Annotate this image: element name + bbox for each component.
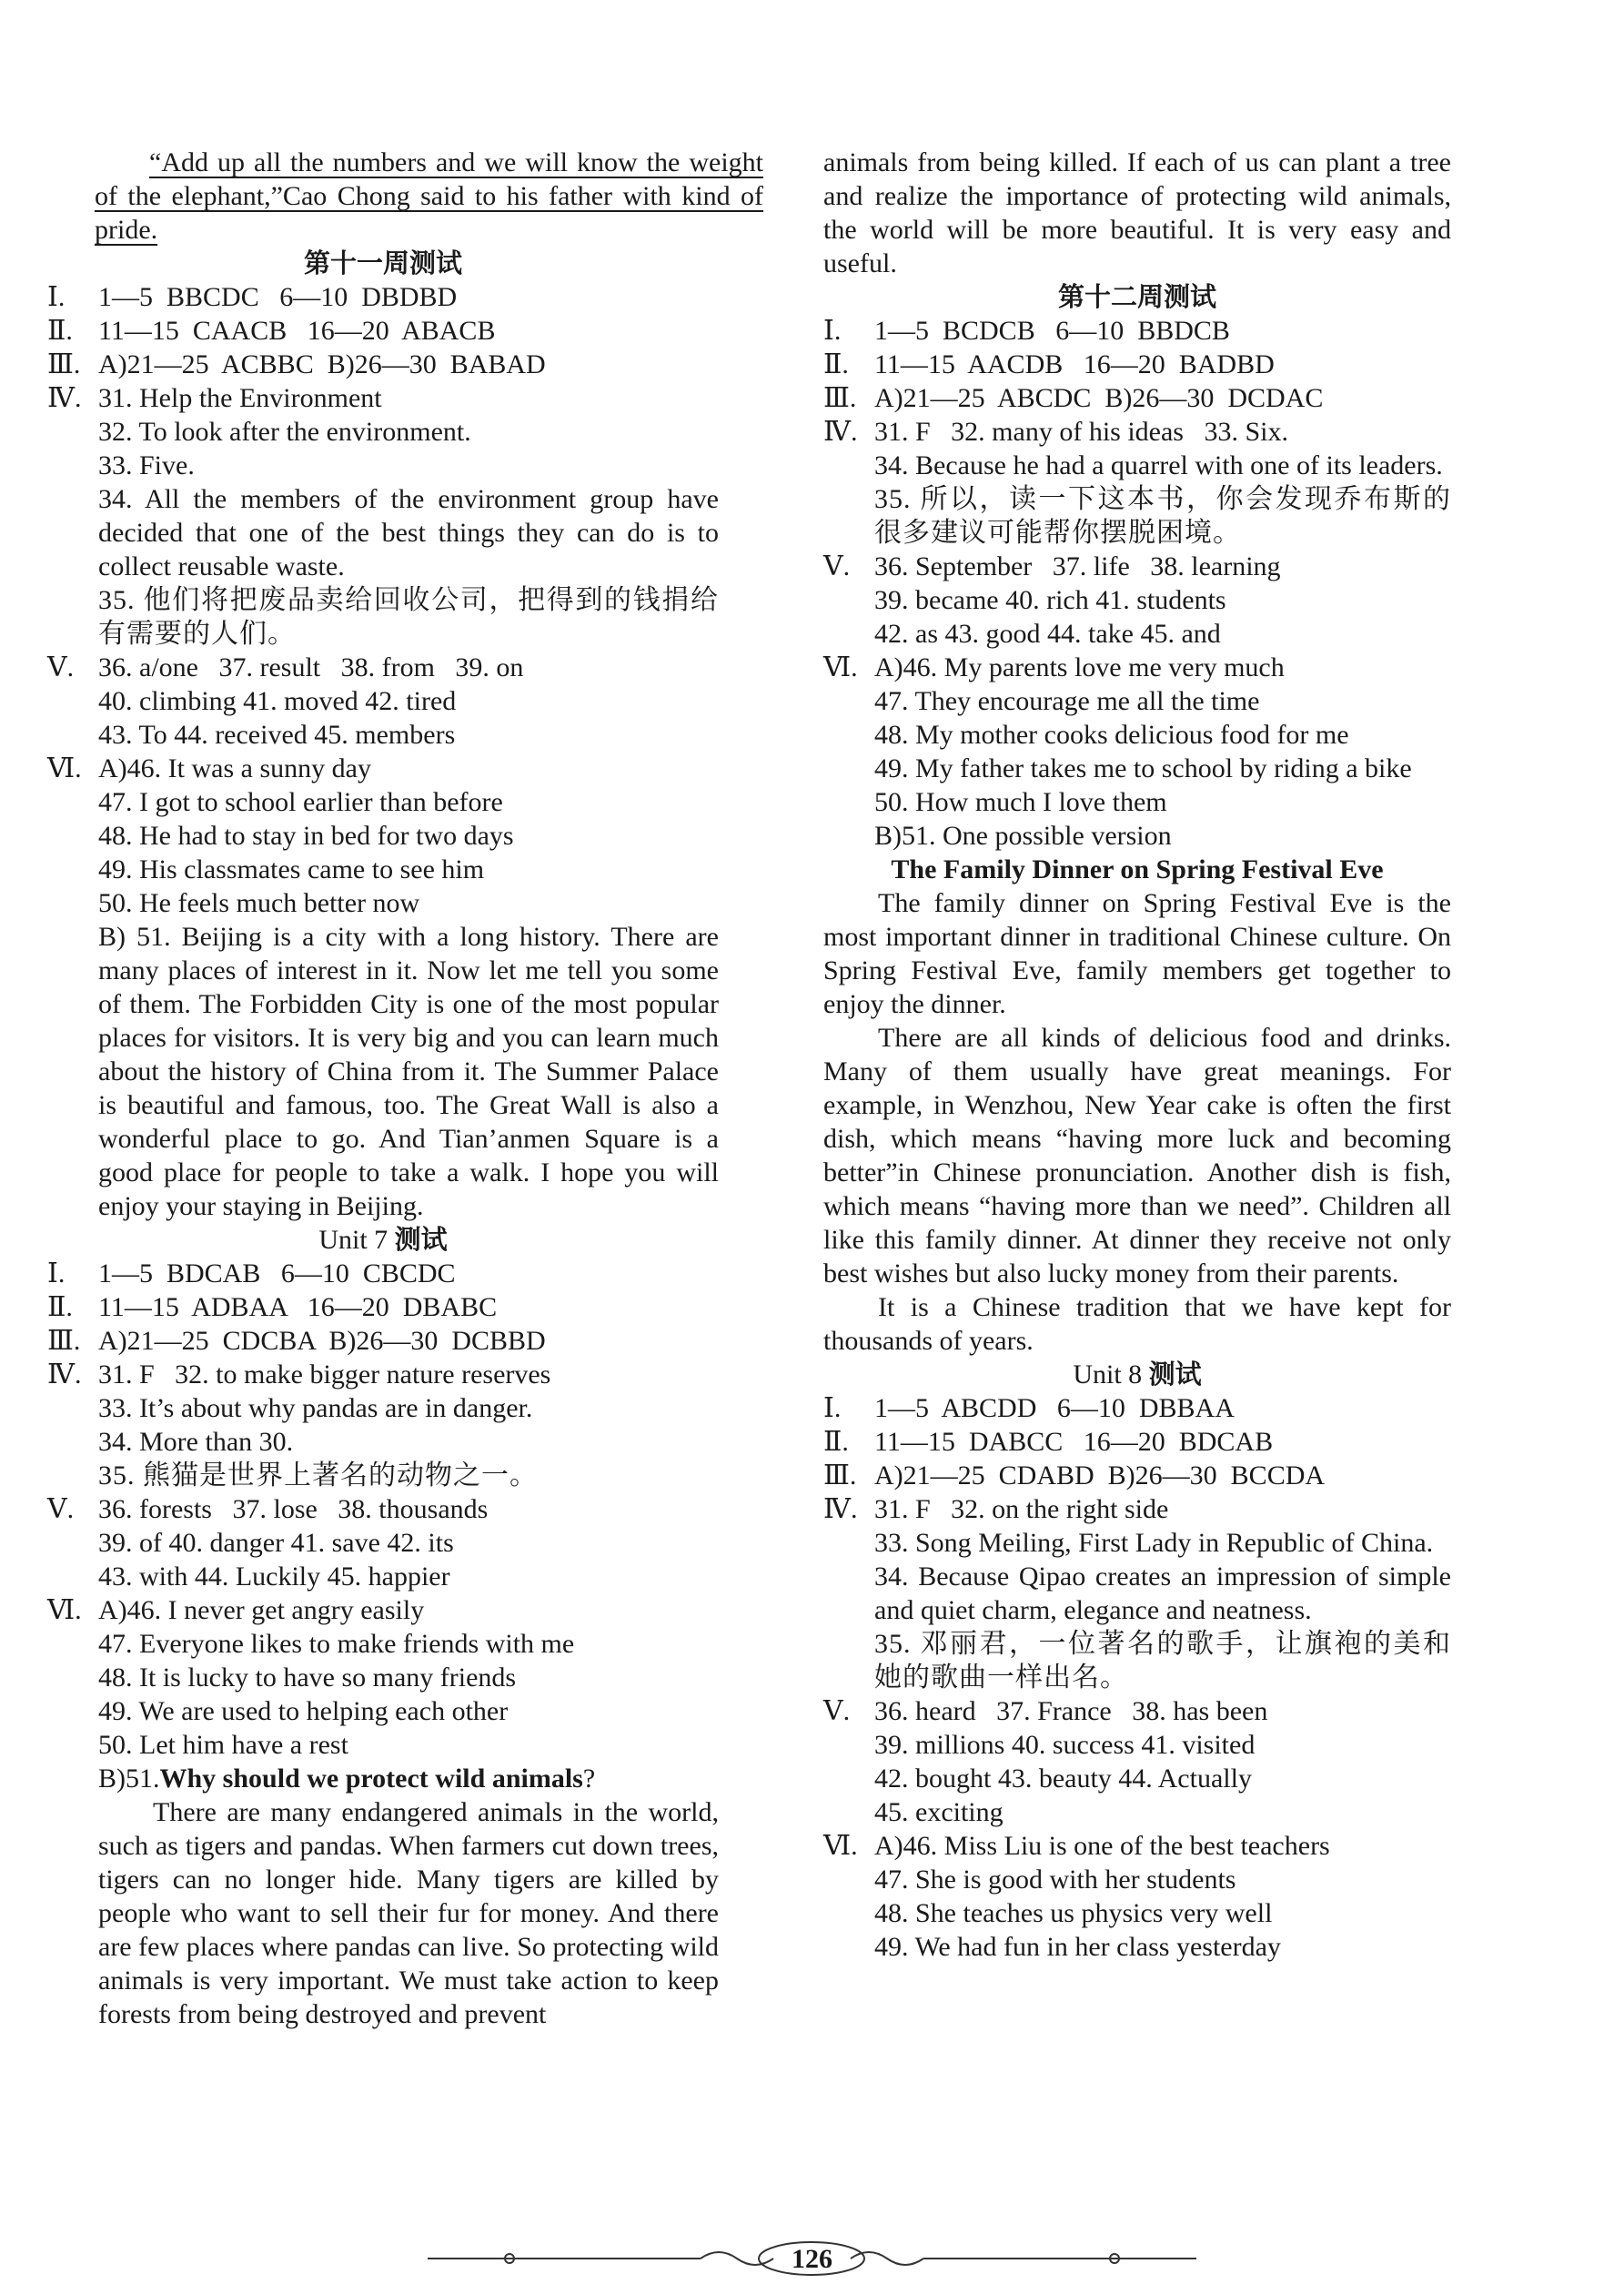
answer-item: 33. Five. [98, 450, 195, 480]
answer-item: 34. All the members of the environment group have decided that one of the best things they can do is to collect reusable waste. [98, 484, 719, 581]
answer-row: Ⅳ. 31. Help the Environment [47, 383, 382, 413]
answer-item: 49. My father takes me to school by riding a bike [874, 753, 1412, 783]
week12-title: 第十二周测试 [1057, 281, 1216, 312]
answer-item: 32. To look after the environment. [98, 417, 471, 447]
answer-row: Ⅵ. A)46. My parents love me very much [823, 652, 1285, 682]
answer-row: Ⅴ. 36. forests 37. lose 38. thousands [47, 1494, 489, 1524]
answer-item-chinese: 35. 邓丽君，一位著名的歌手，让旗袍的美和她的歌曲一样出名。 [874, 1629, 1451, 1693]
spring-festival-essay-title: The Family Dinner on Spring Festival Eve [891, 854, 1384, 884]
answer-row: Ⅳ. 31. F 32. to make bigger nature reserves [47, 1359, 551, 1390]
answer-item: 39. millions 40. success 41. visited [874, 1730, 1256, 1760]
answer-item: 48. My mother cooks delicious food for me [874, 720, 1349, 750]
answer-item: 34. Because he had a quarrel with one of its leaders. [874, 450, 1443, 480]
answer-item: 50. He feels much better now [98, 888, 420, 918]
answer-item-chinese: 35. 熊猫是世界上著名的动物之一。 [98, 1460, 538, 1491]
essay-paragraph: The family dinner on Spring Festival Eve is the most important dinner in traditional Chinese culture. On Spring Festival Eve, family members get together to enjoy the dinner. [823, 888, 1451, 1019]
answer-row: Ⅰ. 1—5 BCDCB 6—10 BBDCB [823, 316, 1230, 346]
answer-item: 47. They encourage me all the time [874, 686, 1260, 716]
answer-row: Ⅴ. 36. a/one 37. result 38. from 39. on [47, 652, 524, 682]
answer-row: Ⅱ. 11—15 CAACB 16—20 ABACB [47, 316, 496, 346]
answer-row: Ⅰ. 1—5 BBCDC 6—10 DBDBD [47, 282, 458, 312]
page-number: 126 [792, 2244, 832, 2274]
essay-continued: animals from being killed. If each of us can plant a tree and realize the importance of protecting wild animals, the world will be more beautiful. It is very easy and useful. [823, 147, 1451, 278]
unit7-title: Unit 7 测试 [318, 1224, 448, 1255]
answer-item: 47. Everyone likes to make friends with me [98, 1629, 575, 1659]
answer-item: 49. We are used to helping each other [98, 1696, 509, 1726]
answer-item: 40. climbing 41. moved 42. tired [98, 686, 457, 716]
answer-item-chinese: 35. 所以，读一下这本书，你会发现乔布斯的很多建议可能帮你摆脱困境。 [874, 484, 1451, 548]
quote-block [95, 146, 763, 247]
answer-row: Ⅲ. A)21—25 CDABD B)26—30 BCCDA [823, 1460, 1326, 1491]
answer-item: 48. He had to stay in bed for two days [98, 821, 514, 851]
beijing-essay: B) 51. Beijing is a city with a long history. There are many places of interest in it. Now let me tell you some of them. The Forbidden City is one of the most popular places for visitors. It is very big and you can learn much about the history of China from it. The Summer Palace is beautiful and famous, too. The Great Wall is also a wonderful place to go. And Tian’anmen Square is a good place for people to take a walk. I hope you will enjoy your staying in Beijing. [98, 922, 719, 1221]
essay-paragraph: There are all kinds of delicious food and drinks. Many of them usually have great meanings. For example, in Wenzhou, New Year cake is often the first dish, which means “having more luck and becoming better”in Chinese pronunciation. Another dish is fish, which means “having more than we need”. Children all like this family dinner. At dinner they receive not only best wishes but also lucky money from their parents. [823, 1023, 1451, 1289]
cao-chong-quote: “Add up all the numbers and we will know the weight of the elephant,”Cao Chong said to his father with kind of pride. [95, 147, 763, 245]
week11-title: 第十一周测试 [303, 248, 462, 278]
answer-item: 50. Let him have a rest [98, 1730, 348, 1760]
answer-row: Ⅳ. 31. F 32. many of his ideas 33. Six. [823, 417, 1288, 447]
answer-row: Ⅴ. 36. September 37. life 38. learning [823, 551, 1281, 581]
answer-row: Ⅳ. 31. F 32. on the right side [823, 1494, 1169, 1524]
right-column [823, 146, 1451, 1964]
answer-item: 39. became 40. rich 41. students [874, 585, 1226, 615]
answer-item: 50. How much I love them [874, 787, 1167, 817]
answer-item: B)51. One possible version [874, 821, 1172, 851]
essay-title: Why should we protect wild animals [159, 1764, 583, 1794]
answer-item: 42. as 43. good 44. take 45. and [874, 619, 1221, 649]
answer-item: 34. More than 30. [98, 1427, 294, 1457]
left-column [47, 146, 763, 2031]
unit8-title: Unit 8 测试 [1073, 1359, 1202, 1390]
answer-row: Ⅵ. A)46. It was a sunny day [47, 753, 371, 783]
answer-item-chinese: 35. 他们将把废品卖给回收公司，把得到的钱捐给有需要的人们。 [98, 585, 719, 649]
answer-item: 43. To 44. received 45. members [98, 720, 456, 750]
answer-item: 34. Because Qipao creates an impression of simple and quiet charm, elegance and neatness. [874, 1561, 1451, 1625]
answer-row: Ⅵ. A)46. Miss Liu is one of the best teachers [823, 1831, 1330, 1861]
answer-row: Ⅰ. 1—5 ABCDD 6—10 DBBAA [823, 1393, 1235, 1423]
answer-item: 33. Song Meiling, First Lady in Republic of China. [874, 1528, 1434, 1558]
answer-item: 42. bought 43. beauty 44. Actually [874, 1764, 1252, 1794]
answer-row: Ⅱ. 11—15 DABCC 16—20 BDCAB [823, 1427, 1274, 1457]
answer-item: 49. We had fun in her class yesterday [874, 1932, 1281, 1962]
answer-item: 39. of 40. danger 41. save 42. its [98, 1528, 454, 1558]
answer-row: Ⅵ. A)46. I never get angry easily [47, 1595, 425, 1625]
answer-item: 48. It is lucky to have so many friends [98, 1662, 517, 1693]
answer-item: 48. She teaches us physics very well [874, 1898, 1273, 1928]
answer-item: 43. with 44. Luckily 45. happier [98, 1561, 450, 1592]
answer-item: 45. exciting [874, 1797, 1004, 1827]
answer-item: 47. I got to school earlier than before [98, 787, 503, 817]
wild-animals-essay: There are many endangered animals in the world, such as tigers and pandas. When farmers cut down trees, tigers can no longer hide. Many tigers are killed by people who want to sell their fur for money. And there are few places where pandas can live. So protecting wild animals is very important. We must take action to keep forests from being destroyed and prevent [98, 1797, 719, 2029]
answer-row: Ⅰ. 1—5 BDCAB 6—10 CBCDC [47, 1258, 456, 1289]
answer-row: Ⅲ. A)21—25 ABCDC B)26—30 DCDAC [823, 383, 1324, 413]
answer-row: Ⅱ. 11—15 AACDB 16—20 BADBD [823, 349, 1275, 379]
answer-item: 33. It’s about why pandas are in danger. [98, 1393, 533, 1423]
answer-item: 49. His classmates came to see him [98, 854, 485, 884]
answer-row: Ⅲ. A)21—25 ACBBC B)26—30 BABAD [47, 349, 546, 379]
answer-row: Ⅴ. 36. heard 37. France 38. has been [823, 1696, 1268, 1726]
answer-item: 47. She is good with her students [874, 1865, 1236, 1895]
essay-heading: B)51.Why should we protect wild animals? [98, 1764, 596, 1794]
page-footer [0, 2239, 1624, 2279]
answer-row: Ⅱ. 11—15 ADBAA 16—20 DBABC [47, 1292, 498, 1322]
essay-paragraph: It is a Chinese tradition that we have kept for thousands of years. [823, 1292, 1451, 1356]
answer-row: Ⅲ. A)21—25 CDCBA B)26—30 DCBBD [47, 1326, 546, 1356]
